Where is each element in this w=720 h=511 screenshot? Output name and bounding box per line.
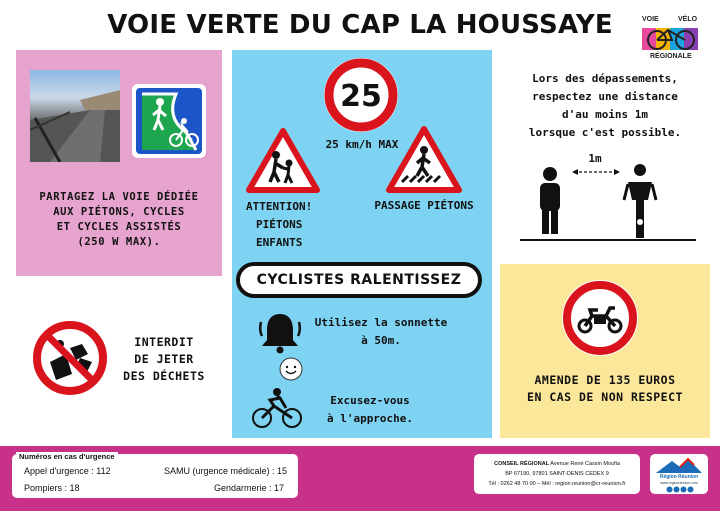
fine-line: EN CAS DE NON RESPECT	[527, 390, 683, 404]
bell-line: à 50m.	[361, 334, 401, 347]
distance-arrow-icon	[572, 169, 620, 175]
bicycle-logo-icon	[642, 26, 702, 52]
crossing-warning-text: PASSAGE PIÉTONS	[374, 199, 474, 212]
children-warning-line: ENFANTS	[256, 236, 303, 249]
excuse-text	[320, 392, 420, 428]
overtaking-line: Lors des dépassements,	[532, 72, 678, 85]
emergency-box	[12, 454, 298, 498]
conseil-line-2: BP 67190, 97801 SAINT-DENIS CEDEX 9	[505, 471, 609, 477]
pedestrian-icon	[540, 167, 560, 234]
overtaking-line: d'au moins 1m	[561, 108, 649, 121]
emergency-item: Pompiers : 18	[24, 483, 80, 493]
speed-limit-sign	[322, 56, 400, 134]
fine-line: AMENDE DE 135 EUROS	[534, 373, 676, 387]
child-icon	[272, 151, 280, 159]
emergency-heading: Numéros en cas d'urgence	[16, 452, 118, 461]
greenway-photo	[30, 70, 120, 162]
shared-path-line: (250 W MAX).	[77, 236, 161, 248]
slow-down-banner: CYCLISTES RALENTISSEZ	[236, 262, 482, 298]
children-warning-sign	[246, 128, 320, 194]
speed-limit-value: 25	[340, 79, 382, 114]
voie-velo-logo	[640, 16, 704, 64]
overtaking-text	[500, 70, 710, 142]
no-littering-line: INTERDIT	[134, 335, 194, 349]
pedestrian-cyclist-icon	[136, 88, 202, 154]
polite-cyclist-icon	[250, 356, 310, 432]
volcano-logo-icon	[654, 457, 704, 475]
logo-text-voie: VOIE	[642, 16, 659, 23]
conseil-line-3: Tél : 0262 48 70 00 – Mél : region.reunion@cr-reunion.fr	[488, 481, 626, 487]
conseil-name: CONSEIL RÉGIONAL	[494, 461, 550, 467]
conseil-regional-box	[474, 454, 640, 494]
shared-path-line: AUX PIÉTONS, CYCLES	[53, 206, 185, 218]
shared-path-sign-inner	[136, 88, 202, 154]
page-title: VOIE VERTE DU CAP LA HOUSSAYE	[107, 10, 613, 40]
overtaking-line: respectez une distance	[532, 90, 678, 103]
cyclist-icon	[624, 164, 656, 238]
bell-line: Utilisez la sonnette	[314, 316, 448, 329]
logo-text-regionale: RÉGIONALE	[650, 53, 692, 60]
greenway-photo-drawing	[30, 70, 120, 162]
shared-path-line: PARTAGEZ LA VOIE DÉDIÉE	[39, 191, 199, 203]
conseil-line-1	[480, 461, 634, 467]
region-reunion-logo	[650, 454, 708, 494]
no-littering-text	[112, 334, 216, 385]
region-logo-url: www.regionreunion.com	[660, 481, 698, 485]
shared-path-sign	[132, 84, 206, 158]
excuse-line: à l'approche.	[326, 412, 414, 425]
fine-text	[500, 372, 710, 406]
emergency-item: Appel d'urgence : 112	[24, 466, 111, 476]
children-warning-line: PIÉTONS	[256, 218, 303, 231]
conseil-address: Avenue René Cassin Moufia	[550, 461, 620, 467]
no-motorcycle-sign	[560, 278, 640, 358]
bell-icon	[258, 308, 302, 354]
no-littering-line: DES DÉCHETS	[123, 369, 205, 383]
no-littering-line: DE JETER	[134, 352, 194, 366]
crossing-warning-sign	[386, 126, 462, 194]
social-icons	[666, 486, 694, 493]
shared-path-line: ET CYCLES ASSISTÉS	[56, 221, 182, 233]
no-littering-sign	[30, 318, 110, 398]
shared-path-text	[16, 190, 222, 250]
children-warning-line: ATTENTION!	[246, 200, 313, 213]
overtaking-diagram	[516, 160, 700, 246]
overtaking-line: lorsque c'est possible.	[528, 126, 682, 139]
distance-label: 1m	[588, 152, 602, 165]
emergency-item: SAMU (urgence médicale) : 15	[164, 466, 288, 476]
children-warning-text	[236, 198, 336, 252]
bell-text	[306, 314, 456, 350]
logo-text-velo: VÉLO	[678, 16, 698, 23]
speed-limit-text: 25 km/h MAX	[325, 138, 399, 151]
excuse-line: Excusez-vous	[330, 394, 410, 407]
region-logo-name: Région Réunion	[659, 474, 699, 480]
emergency-item: Gendarmerie : 17	[214, 483, 285, 493]
